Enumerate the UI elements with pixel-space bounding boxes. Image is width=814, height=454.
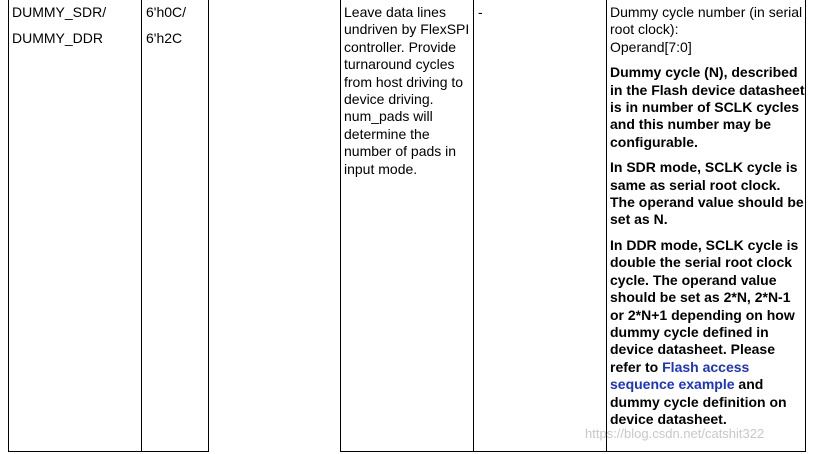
note-sdr-mode: In SDR mode, SCLK cycle is same as serial root clock. The operand value should be set as N. bbox=[610, 159, 804, 228]
opcode-sdr: 6'h0C/ bbox=[146, 4, 187, 20]
pads-value: - bbox=[478, 4, 483, 20]
watermark: https://blog.csdn.net/catshit322 bbox=[585, 426, 765, 441]
flash-access-sequence-link[interactable]: Flash access sequence example bbox=[610, 358, 750, 393]
instruction-name-ddr: DUMMY_DDR bbox=[12, 30, 103, 47]
operand-line-2: Operand[7:0] bbox=[610, 38, 692, 55]
table-cell-pads bbox=[473, 0, 607, 452]
note-ddr-mode bbox=[610, 237, 806, 428]
table-cell-operand bbox=[606, 0, 806, 452]
table-cell-opcode bbox=[141, 0, 209, 452]
table-cell-name bbox=[8, 0, 142, 452]
instruction-name-sdr: DUMMY_SDR/ bbox=[12, 4, 107, 20]
table-cell-description bbox=[340, 0, 474, 452]
note-ddr-text: In DDR mode, SCLK cycle is double the serial root clock cycle. The operand value should be set as 2*N, 2*N-1 or 2*N+1 depending on how dummy cycle defined in device datasheet. Please refer to bbox=[610, 236, 799, 375]
note-ddr-text-end: and dummy cycle definition on device datasheet. bbox=[610, 376, 787, 427]
operand-description bbox=[610, 4, 806, 56]
opcode-ddr: 6'h2C bbox=[146, 30, 183, 47]
description-text: Leave data lines undriven by FlexSPI controller. Provide turnaround cycles from host driving to device driving. num_pads will determine the number of pads in input mode. bbox=[344, 4, 470, 177]
note-dummy-cycle: Dummy cycle (N), described in the Flash device datasheet is in number of SCLK cycles and this number may be configurable. bbox=[610, 64, 805, 150]
operand-line-1: Dummy cycle number (in serial root clock): bbox=[610, 4, 803, 38]
